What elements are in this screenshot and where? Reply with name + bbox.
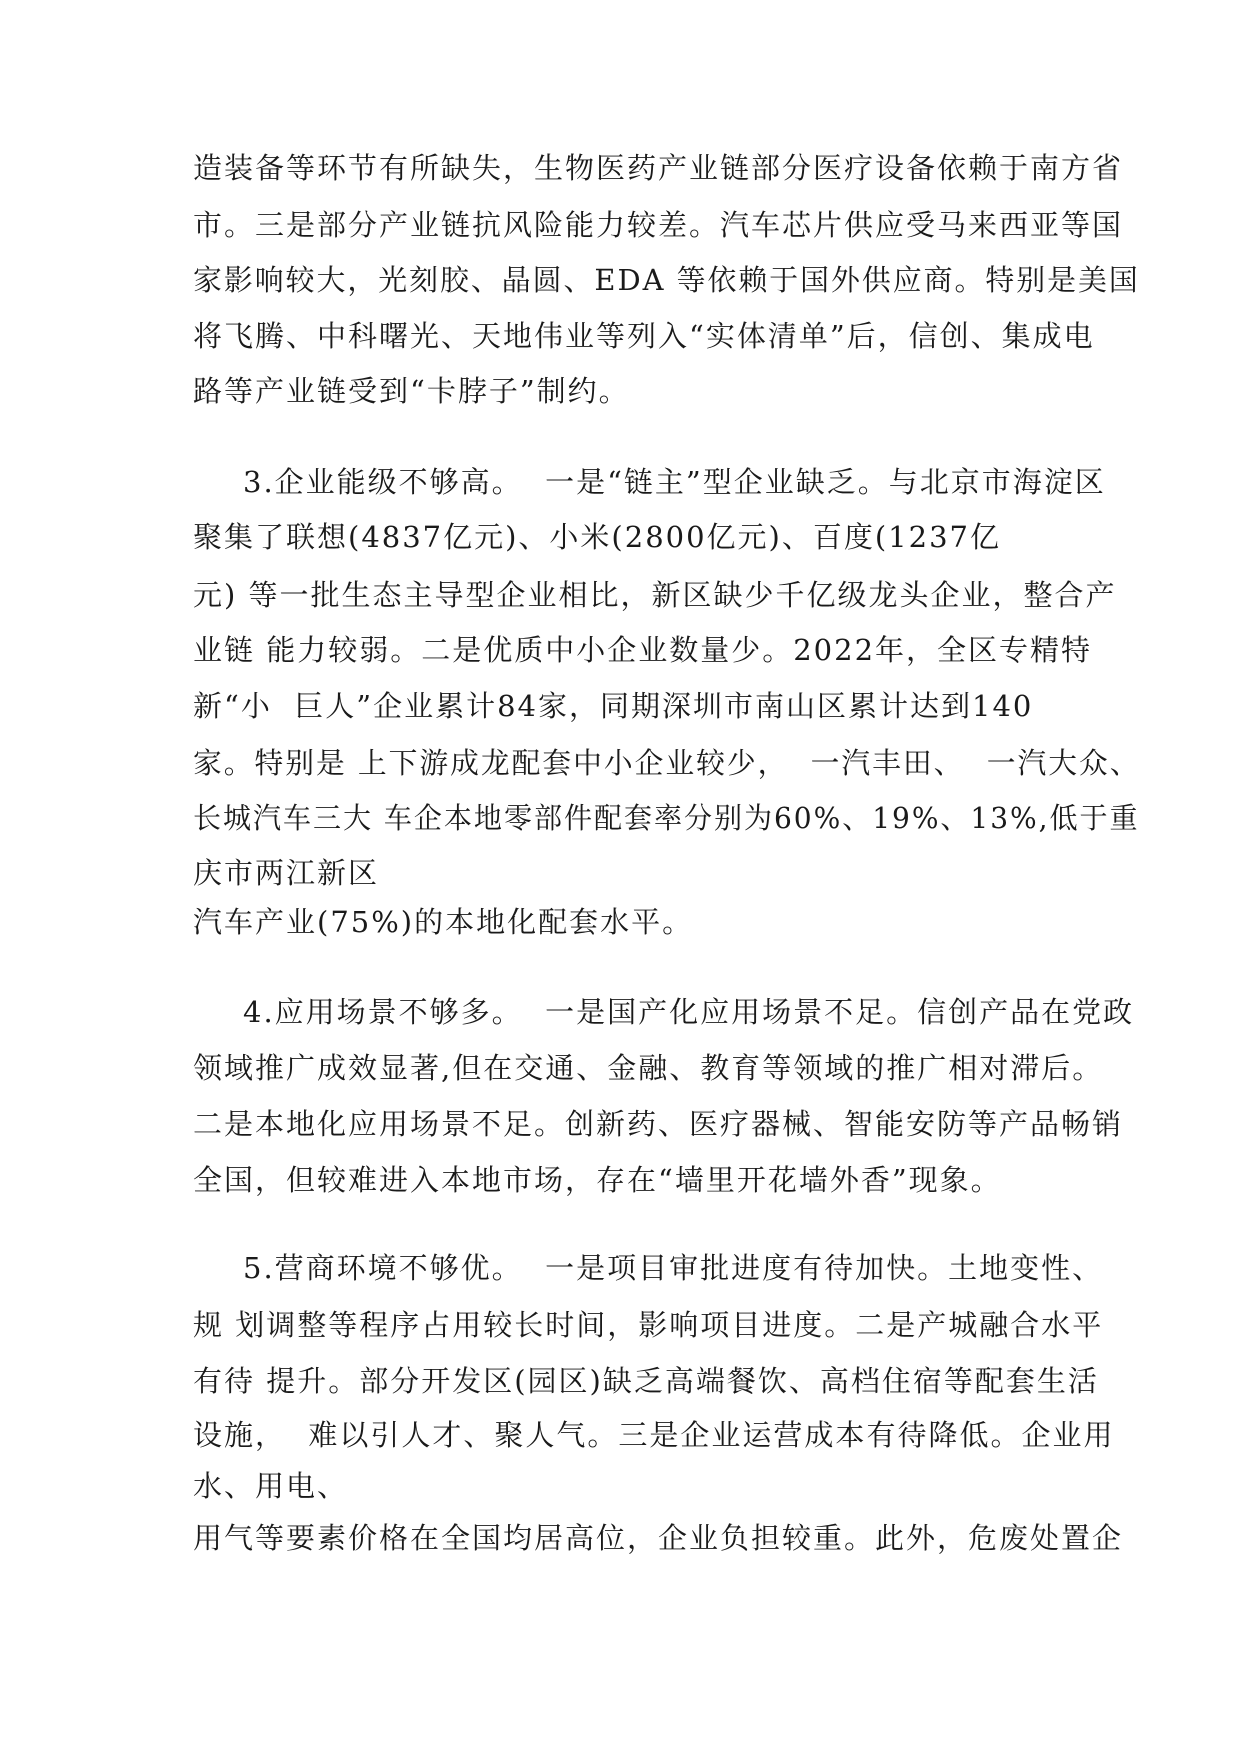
text-line: 造装备等环节有所缺失，生物医药产业链部分医疗设备依赖于南方省 (193, 151, 1124, 185)
text-line: 路等产业链受到“卡脖子”制约。 (193, 374, 630, 408)
text-line: 规 划调整等程序占用较长时间，影响项目进度。二是产城融合水平 (193, 1308, 1104, 1342)
text-line: 庆市两江新区 (193, 856, 380, 890)
text-line: 有待 提升。部分开发区(园区)缺乏高端餐饮、高档住宿等配套生活 (193, 1364, 1099, 1398)
text-line: 新“小 巨人”企业累计84家，同期深圳市南山区累计达到140 (193, 689, 1034, 723)
text-line: 用气等要素价格在全国均居高位，企业负担较重。此外，危废处置企 (193, 1521, 1124, 1555)
section-heading-line: 4.应用场景不够多。 一是国产化应用场景不足。信创产品在党政 (243, 995, 1135, 1029)
text-line: 元) 等一批生态主导型企业相比，新区缺少千亿级龙头企业，整合产 (193, 578, 1117, 612)
text-line: 市。三是部分产业链抗风险能力较差。汽车芯片供应受马来西亚等国 (193, 208, 1124, 242)
text-line: 将飞腾、中科曙光、天地伟业等列入“实体清单”后，信创、集成电 (193, 319, 1095, 353)
text-line: 水、用电、 (193, 1469, 349, 1503)
text-line: 家影响较大，光刻胶、晶圆、EDA 等依赖于国外供应商。特别是美国 (193, 263, 1140, 297)
text-line: 业链 能力较弱。二是优质中小企业数量少。2022年，全区专精特 (193, 633, 1093, 667)
text-line: 二是本地化应用场景不足。创新药、医疗器械、智能安防等产品畅销 (193, 1107, 1124, 1141)
section-heading-line: 5.营商环境不够优。 一是项目审批进度有待加快。土地变性、 (243, 1251, 1104, 1285)
text-line: 领域推广成效显著,但在交通、金融、教育等领域的推广相对滞后。 (193, 1051, 1104, 1085)
text-line: 汽车产业(75%)的本地化配套水平。 (193, 905, 694, 939)
text-line: 家。特别是 上下游成龙配套中小企业较少， 一汽丰田、 一汽大众、 (193, 746, 1141, 780)
section-heading-line: 3.企业能级不够高。 一是“链主”型企业缺乏。与北京市海淀区 (243, 465, 1106, 499)
text-line: 长城汽车三大 车企本地零部件配套率分别为60%、19%、13%,低于重 (193, 801, 1140, 835)
text-line: 全国，但较难进入本地市场，存在“墙里开花墙外香”现象。 (193, 1163, 1002, 1197)
text-line: 设施， 难以引人才、聚人气。三是企业运营成本有待降低。企业用 (193, 1418, 1115, 1452)
text-line: 聚集了联想(4837亿元)、小米(2800亿元)、百度(1237亿 (193, 520, 1001, 554)
